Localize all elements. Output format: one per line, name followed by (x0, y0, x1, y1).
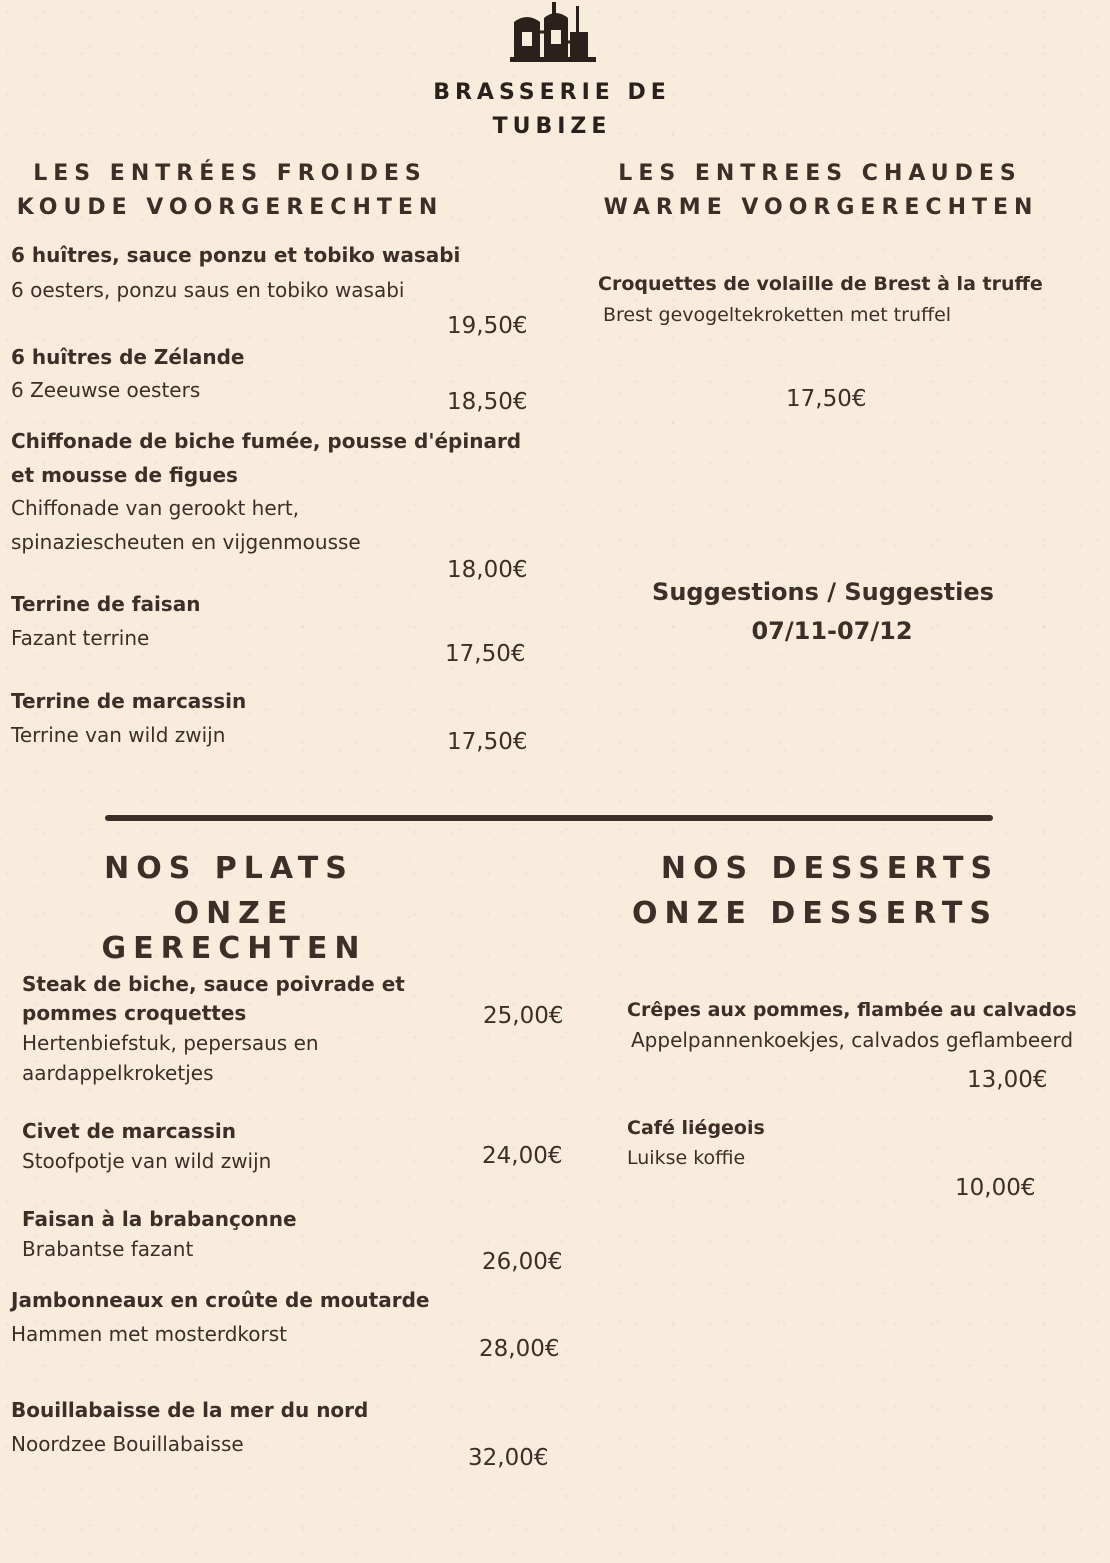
menu-item-translation: Hertenbiefstuk, pepersaus en (22, 1031, 319, 1055)
menu-item-name-cont: pommes croquettes (22, 1001, 247, 1025)
menu-item-translation: Brabantse fazant (22, 1237, 194, 1261)
menu-item-translation: Stoofpotje van wild zwijn (22, 1149, 272, 1173)
menu-item-translation: Brest gevogeltekroketten met truffel (603, 304, 952, 326)
menu-item-name: Crêpes aux pommes, flambée au calvados (627, 999, 1077, 1021)
suggestions-dates: 07/11-07/12 (751, 617, 913, 645)
menu-item-price: 17,50€ (786, 386, 867, 412)
menu-item-price: 19,50€ (447, 313, 528, 339)
menu-item-name: Terrine de faisan (11, 592, 201, 616)
menu-item-translation: Fazant terrine (11, 626, 150, 650)
desserts-heading-fr: NOS DESSERTS (660, 851, 1000, 886)
cold-starters-heading-fr: LES ENTRÉES FROIDES (33, 161, 427, 186)
section-divider (105, 815, 993, 821)
suggestions-title: Suggestions / Suggesties (652, 578, 994, 606)
menu-item-price: 18,00€ (447, 557, 528, 583)
cold-starters-heading-nl: KOUDE VOORGERECHTEN (16, 195, 444, 220)
menu-item-name: Steak de biche, sauce poivrade et (22, 972, 405, 996)
menu-item-price: 28,00€ (479, 1336, 560, 1362)
mains-heading-fr: NOS PLATS (104, 851, 354, 886)
menu-item-translation: 6 oesters, ponzu saus en tobiko wasabi (11, 278, 405, 302)
menu-item-name: Terrine de marcassin (11, 689, 247, 713)
menu-item-price: 17,50€ (445, 641, 526, 667)
menu-item-name: Croquettes de volaille de Brest à la truffe (598, 273, 1043, 295)
menu-item-name: Bouillabaisse de la mer du nord (11, 1398, 369, 1422)
menu-item-name: Faisan à la brabançonne (22, 1207, 297, 1231)
menu-item-translation: Chiffonade van gerookt hert, (11, 496, 300, 520)
menu-item-translation: Noordzee Bouillabaisse (11, 1432, 244, 1456)
menu-item-translation: 6 Zeeuwse oesters (11, 378, 201, 402)
menu-item-translation: Luikse koffie (627, 1147, 746, 1169)
menu-item-price: 18,50€ (447, 389, 528, 415)
menu-item-translation: Terrine van wild zwijn (11, 723, 226, 747)
menu-item-price: 24,00€ (482, 1143, 563, 1169)
menu-item-price: 10,00€ (955, 1175, 1036, 1201)
desserts-heading-nl: ONZE DESSERTS (632, 896, 998, 931)
menu-item-price: 17,50€ (447, 729, 528, 755)
hot-starters-heading-nl: WARME VOORGERECHTEN (603, 195, 1039, 220)
menu-item-name-cont: et mousse de figues (11, 463, 238, 487)
menu-item-name: Jambonneaux en croûte de moutarde (11, 1288, 430, 1312)
menu-item-price: 25,00€ (483, 1003, 564, 1029)
menu-item-name: Civet de marcassin (22, 1119, 236, 1143)
menu-item-name: Chiffonade de biche fumée, pousse d'épinard (11, 429, 522, 453)
brewery-kettles-icon (508, 2, 600, 64)
menu-item-price: 13,00€ (967, 1067, 1048, 1093)
menu-item-name: 6 huîtres de Zélande (11, 345, 245, 369)
restaurant-name-line2: TUBIZE (492, 114, 612, 139)
hot-starters-heading-fr: LES ENTREES CHAUDES (618, 161, 1022, 186)
menu-item-translation-cont: aardappelkroketjes (22, 1061, 214, 1085)
menu-item-translation: Hammen met mosterdkorst (11, 1322, 288, 1346)
restaurant-name-line1: BRASSERIE DE (433, 80, 671, 105)
menu-item-price: 32,00€ (468, 1445, 549, 1471)
menu-item-name: Café liégeois (627, 1117, 765, 1139)
menu-item-price: 26,00€ (482, 1249, 563, 1275)
menu-item-translation-cont: spinaziescheuten en vijgenmousse (11, 530, 361, 554)
menu-item-name: 6 huîtres, sauce ponzu et tobiko wasabi (11, 243, 461, 267)
menu-item-translation: Appelpannenkoekjes, calvados geflambeerd (631, 1028, 1074, 1052)
mains-heading-nl: ONZE GERECHTEN (101, 896, 367, 966)
